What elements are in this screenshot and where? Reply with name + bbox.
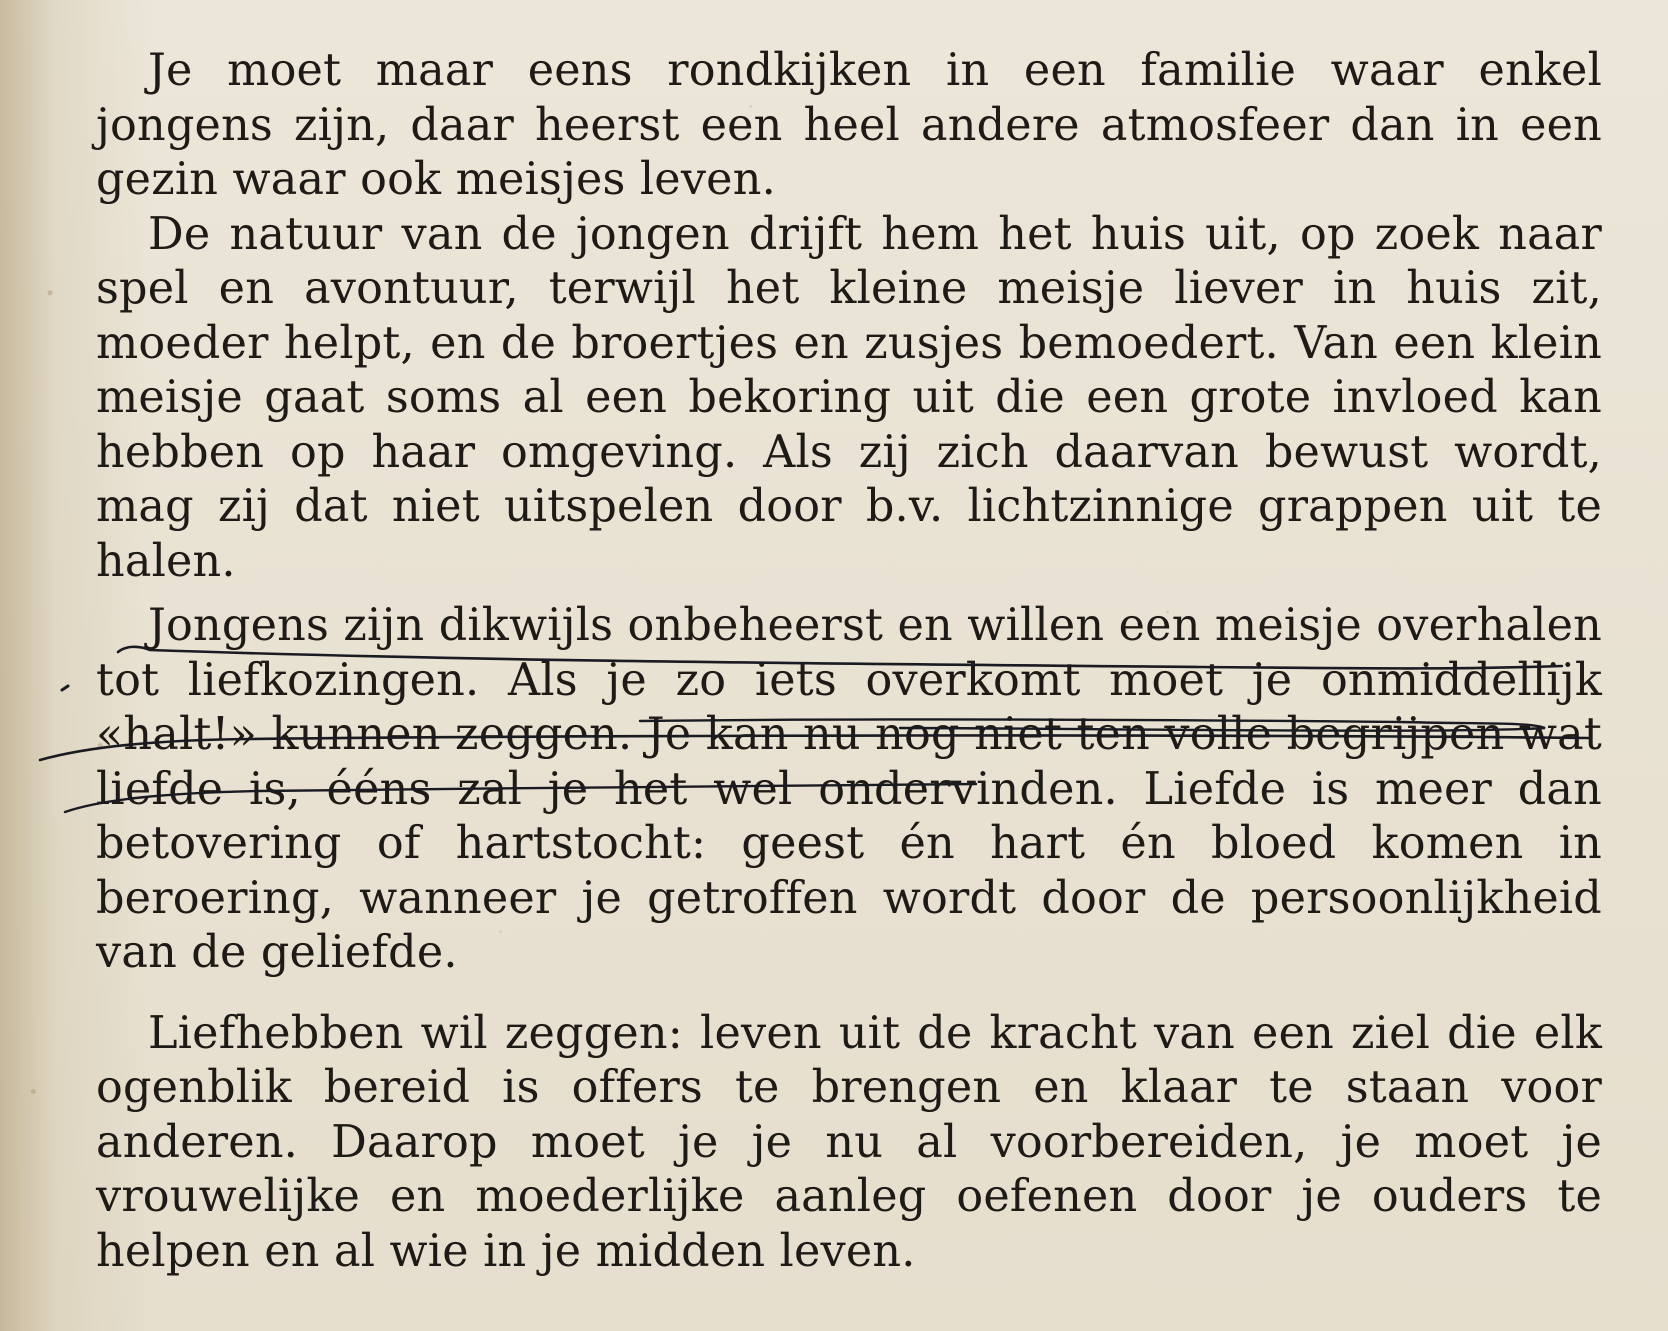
pen-margin-mark [62,686,68,690]
paragraph-nature-of-boy: De natuur van de jongen drijft hem het huis uit, op zoek naar spel en avontuur, terwijl het kleine meisje liever in huis zit, moeder helpt, en de broertjes en zusjes bemoedert. Van een klein meisje gaat soms al een bekoring uit die een grote invloed kan hebben op haar omgeving. Als zij zich daarvan bewust wordt, mag zij dat niet uitspelen door b.v. lichtzinnige grappen uit te halen. [96,208,1602,587]
paragraph-family-atmosphere: Je moet maar eens rondkijken in een familie waar enkel jongens zijn, daar heerst een heel andere atmosfeer dan in een gezin waar ook meisjes leven. [96,45,1602,205]
paragraph-boys-unrestrained: Jongens zijn dikwijls onbeheerst en willen een meisje overhalen tot liefkozingen. Als je zo iets overkomt moet je onmiddellijk «halt!» kunnen zeggen. Je kan nu nog niet ten volle begrijpen wat liefde is, ééns zal je het wel ondervinden. Liefde is meer dan betovering of hartstocht: geest én hart én bloed komen in beroering, wanneer je getroffen wordt door de persoonlijkheid van de geliefde. [96,600,1602,978]
book-page [96,44,1602,1314]
paragraph-to-love: Liefhebben wil zeggen: leven uit de kracht van een ziel die elk ogenblik bereid is offers te brengen en klaar te staan voor anderen. Daarop moet je je nu al voorbereiden, je moet je vrouwelijke en moederlijke aanleg oefenen door je ouders te helpen en al wie in je midden leven. [96,1007,1602,1277]
